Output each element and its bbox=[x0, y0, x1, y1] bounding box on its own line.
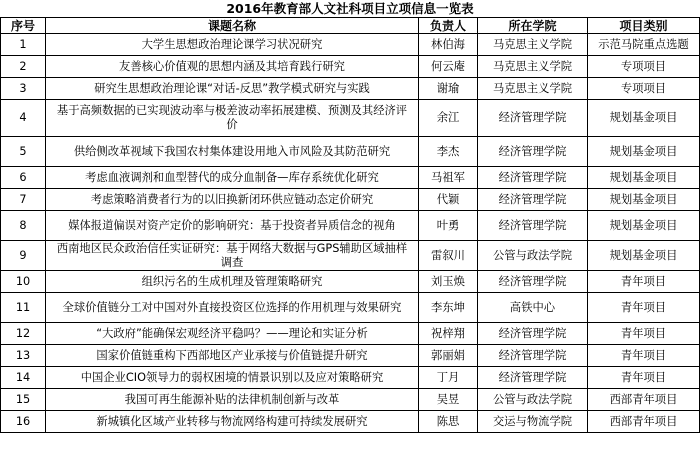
cell-college: 经济管理学院 bbox=[478, 345, 588, 367]
table-row bbox=[1, 345, 700, 367]
cell-college: 经济管理学院 bbox=[478, 367, 588, 389]
cell-no: 13 bbox=[1, 345, 46, 367]
cell-no: 5 bbox=[1, 137, 46, 167]
table-row bbox=[1, 167, 700, 189]
cell-no: 3 bbox=[1, 78, 46, 100]
cell-category: 规划基金项目 bbox=[588, 211, 700, 241]
project-table bbox=[0, 17, 700, 433]
cell-no: 1 bbox=[1, 34, 46, 56]
cell-name: 中国企业CIO领导力的弱权困境的情景识别以及应对策略研究 bbox=[46, 367, 419, 389]
cell-college: 经济管理学院 bbox=[478, 211, 588, 241]
table-row bbox=[1, 241, 700, 271]
cell-college: 马克思主义学院 bbox=[478, 78, 588, 100]
table-title: 2016年教育部人文社科项目立项信息一览表 bbox=[226, 1, 474, 16]
cell-category: 青年项目 bbox=[588, 293, 700, 323]
cell-no: 15 bbox=[1, 389, 46, 411]
cell-leader: 郭丽娟 bbox=[419, 345, 478, 367]
cell-leader: 祝梓翔 bbox=[419, 323, 478, 345]
cell-no: 16 bbox=[1, 411, 46, 433]
cell-college: 经济管理学院 bbox=[478, 167, 588, 189]
cell-category: 专项项目 bbox=[588, 56, 700, 78]
cell-leader: 叶勇 bbox=[419, 211, 478, 241]
cell-leader: 马祖军 bbox=[419, 167, 478, 189]
cell-college: 马克思主义学院 bbox=[478, 56, 588, 78]
cell-leader: 何云庵 bbox=[419, 56, 478, 78]
cell-no: 9 bbox=[1, 241, 46, 271]
cell-no: 7 bbox=[1, 189, 46, 211]
table-row bbox=[1, 56, 700, 78]
table-row bbox=[1, 367, 700, 389]
cell-college: 经济管理学院 bbox=[478, 100, 588, 137]
cell-leader: 谢瑜 bbox=[419, 78, 478, 100]
cell-college: 高铁中心 bbox=[478, 293, 588, 323]
cell-category: 示范马院重点选题 bbox=[588, 34, 700, 56]
cell-leader: 丁月 bbox=[419, 367, 478, 389]
cell-no: 2 bbox=[1, 56, 46, 78]
cell-category: 规划基金项目 bbox=[588, 100, 700, 137]
cell-leader: 刘玉焕 bbox=[419, 271, 478, 293]
cell-college: 经济管理学院 bbox=[478, 323, 588, 345]
cell-category: 西部青年项目 bbox=[588, 389, 700, 411]
cell-leader: 代颖 bbox=[419, 189, 478, 211]
table-row bbox=[1, 293, 700, 323]
cell-leader: 李东坤 bbox=[419, 293, 478, 323]
table-row bbox=[1, 189, 700, 211]
table-row bbox=[1, 389, 700, 411]
cell-college: 经济管理学院 bbox=[478, 137, 588, 167]
cell-name: 全球价值链分工对中国对外直接投资区位选择的作用机理与效果研究 bbox=[46, 293, 419, 323]
cell-name: 国家价值链重构下西部地区产业承接与价值链提升研究 bbox=[46, 345, 419, 367]
cell-name: 新城镇化区域产业转移与物流网络构建可持续发展研究 bbox=[46, 411, 419, 433]
cell-category: 青年项目 bbox=[588, 271, 700, 293]
cell-leader: 陈思 bbox=[419, 411, 478, 433]
cell-leader: 雷叙川 bbox=[419, 241, 478, 271]
cell-no: 6 bbox=[1, 167, 46, 189]
cell-name: 西南地区民众政治信任实证研究：基于网络大数据与GPS辅助区域抽样调查 bbox=[46, 241, 419, 271]
table-row bbox=[1, 34, 700, 56]
cell-name: 研究生思想政治理论课“对话-反思”教学模式研究与实践 bbox=[46, 78, 419, 100]
table-row bbox=[1, 323, 700, 345]
cell-name: 友善核心价值观的思想内涵及其培育践行研究 bbox=[46, 56, 419, 78]
cell-college: 马克思主义学院 bbox=[478, 34, 588, 56]
cell-category: 规划基金项目 bbox=[588, 167, 700, 189]
cell-no: 14 bbox=[1, 367, 46, 389]
cell-no: 8 bbox=[1, 211, 46, 241]
cell-name: 我国可再生能源补贴的法律机制创新与改革 bbox=[46, 389, 419, 411]
header-leader: 负责人 bbox=[419, 18, 478, 34]
cell-no: 4 bbox=[1, 100, 46, 137]
table-row bbox=[1, 271, 700, 293]
header-row bbox=[1, 18, 700, 34]
cell-category: 青年项目 bbox=[588, 323, 700, 345]
cell-category: 规划基金项目 bbox=[588, 241, 700, 271]
cell-category: 西部青年项目 bbox=[588, 411, 700, 433]
table-row bbox=[1, 78, 700, 100]
cell-category: 青年项目 bbox=[588, 345, 700, 367]
cell-college: 经济管理学院 bbox=[478, 271, 588, 293]
cell-college: 公管与政法学院 bbox=[478, 389, 588, 411]
table-row bbox=[1, 100, 700, 137]
cell-category: 规划基金项目 bbox=[588, 137, 700, 167]
cell-name: 考虑血液调剂和血型替代的成分血制备—库存系统优化研究 bbox=[46, 167, 419, 189]
cell-name: 考虑策略消费者行为的以旧换新闭环供应链动态定价研究 bbox=[46, 189, 419, 211]
header-name: 课题名称 bbox=[46, 18, 419, 34]
cell-name: 组织污名的生成机理及管理策略研究 bbox=[46, 271, 419, 293]
table-row bbox=[1, 411, 700, 433]
cell-college: 公管与政法学院 bbox=[478, 241, 588, 271]
cell-no: 10 bbox=[1, 271, 46, 293]
cell-leader: 余江 bbox=[419, 100, 478, 137]
cell-leader: 吴昱 bbox=[419, 389, 478, 411]
cell-category: 专项项目 bbox=[588, 78, 700, 100]
header-no: 序号 bbox=[1, 18, 46, 34]
table-row bbox=[1, 211, 700, 241]
cell-category: 青年项目 bbox=[588, 367, 700, 389]
cell-leader: 李杰 bbox=[419, 137, 478, 167]
cell-college: 经济管理学院 bbox=[478, 189, 588, 211]
cell-leader: 林伯海 bbox=[419, 34, 478, 56]
cell-name: 大学生思想政治理论课学习状况研究 bbox=[46, 34, 419, 56]
cell-college: 交运与物流学院 bbox=[478, 411, 588, 433]
cell-name: 基于高频数据的已实现波动率与极差波动率拓展建模、预测及其经济评价 bbox=[46, 100, 419, 137]
cell-name: 供给侧改革视域下我国农村集体建设用地入市风险及其防范研究 bbox=[46, 137, 419, 167]
table-row bbox=[1, 137, 700, 167]
cell-no: 12 bbox=[1, 323, 46, 345]
cell-name: “大政府”能确保宏观经济平稳吗？——理论和实证分析 bbox=[46, 323, 419, 345]
cell-category: 规划基金项目 bbox=[588, 189, 700, 211]
cell-name: 媒体报道偏误对资产定价的影响研究：基于投资者异质信念的视角 bbox=[46, 211, 419, 241]
header-college: 所在学院 bbox=[478, 18, 588, 34]
cell-no: 11 bbox=[1, 293, 46, 323]
header-category: 项目类别 bbox=[588, 18, 700, 34]
